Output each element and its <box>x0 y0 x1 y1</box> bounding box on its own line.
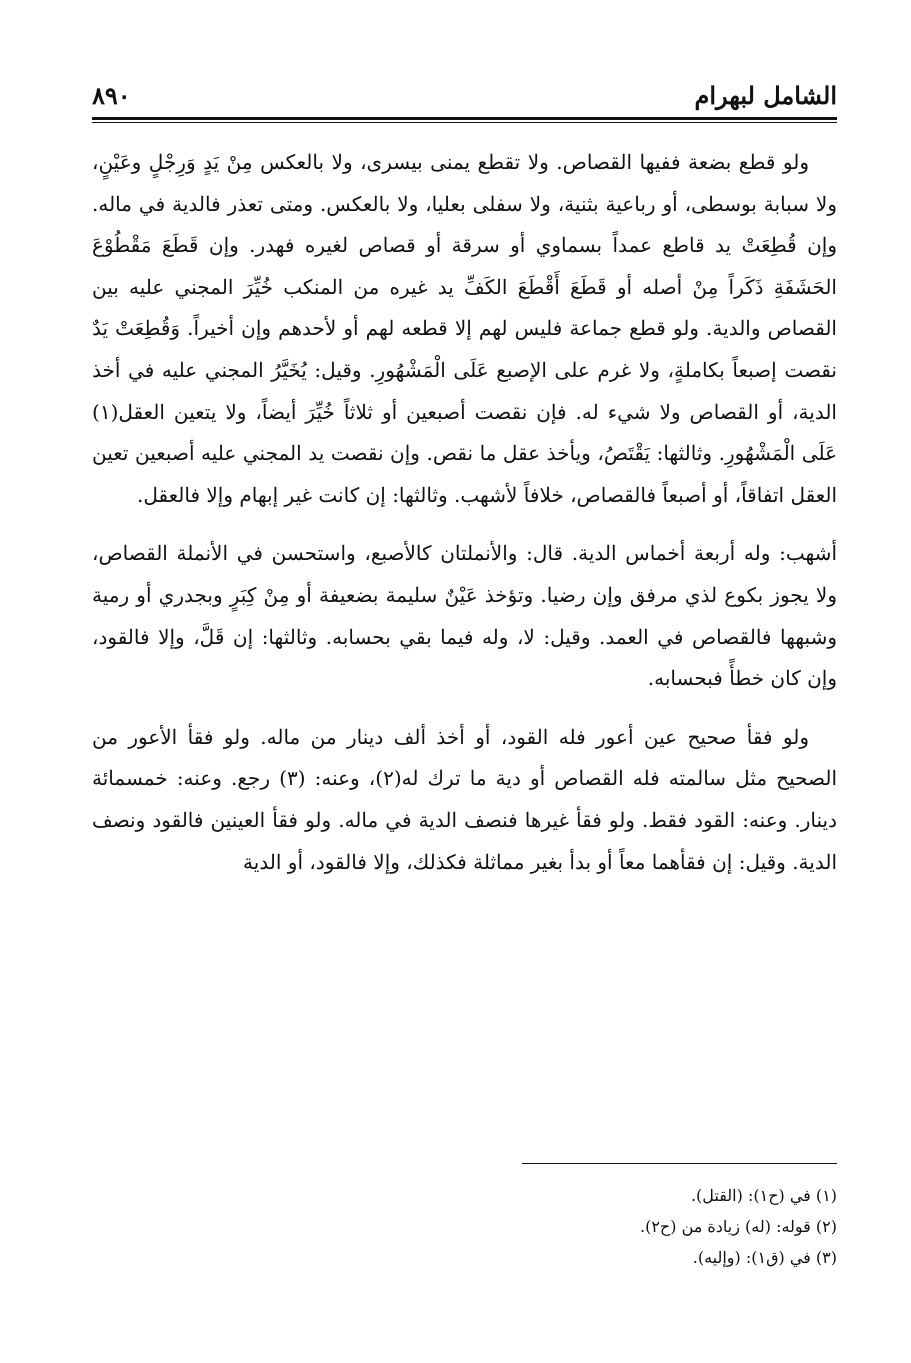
footnote-divider <box>522 1163 837 1164</box>
running-title: الشامل لبهرام <box>694 81 837 110</box>
paragraph: ولو قطع بضعة ففيها القصاص. ولا تقطع يمنى بيسرى، ولا بالعكس مِنْ يَدٍ وَرِجْلٍ وعَيْنٍ، ولا سبابة بوسطى، أو رباعية بثنية، ولا سفلى بعليا، ولا بالعكس. ومتى تعذر فالدية في ماله. وإن قُطِعَتْ يد قاطع عمداً بسماوي أو سرقة أو قصاص لغيره فهدر. وإن قَطَعَ مَقْطُوْعَ الحَشَفَةِ ذَكَراً مِنْ أصله أو قَطَعَ أَقْطَعَ الكَفِّ يد غيره من المنكب خُيِّرَ المجني عليه بين القصاص والدية. ولو قطع جماعة فليس لهم إلا قطعه لهم أو لأحدهم وإن أخيراً. وَقُطِعَتْ يَدٌ نقصت إصبعاً بكاملةٍ، ولا غرم على الإصبع عَلَى الْمَشْهُورِ. وقيل: يُخَيَّرُ المجني عليه في أخذ الدية، أو القصاص ولا شيء له. فإن نقصت أصبعين أو ثلاثاً خُيِّرَ أيضاً، ولا يتعين العقل(١) عَلَى الْمَشْهُورِ. وثالثها: يَقْتَصُ، ويأخذ عقل ما نقص. وإن نقصت يد المجني عليه أصبعين تعين العقل اتفاقاً، أو أصبعاً فالقصاص، خلافاً لأشهب. وثالثها: إن كانت غير إبهام وإلا فالعقل. <box>92 150 837 507</box>
paragraph: ولو فقأ صحيح عين أعور فله القود، أو أخذ ألف دينار من ماله. ولو فقأ الأعور من الصحيح مثل سالمته فله القصاص أو دية ما ترك له(٢)، وعنه: (٣) رجع. وعنه: خمسمائة دينار. وعنه: القود فقط. ولو فقأ غيرها فنصف الدية في ماله. ولو فقأ العينين فالقود ونصف الدية. وقيل: إن فقأهما معاً أو بدأ بغير مماثلة فكذلك، وإلا فالقود، أو الدية <box>92 724 838 874</box>
footnotes <box>92 1180 837 1273</box>
header-rule-thin <box>92 122 837 123</box>
page-header <box>92 78 837 118</box>
header-rule-thick <box>92 117 837 120</box>
footnote: (٣) في (ق١): (وإليه). <box>692 1248 837 1267</box>
paragraph: أشهب: وله أربعة أخماس الدية. قال: والأنملتان كالأصبع، واستحسن في الأنملة القصاص، ولا يجوز بكوع لذي مرفق وإن رضيا. وتؤخذ عَيْنٌ سليمة بضعيفة أو مِنْ كِبَرٍ وبجدري أو رمية وشبهها فالقصاص في العمد. وقيل: لا، وله فيما بقي بحسابه. وثالثها: إن قَلَّ، وإلا فالقود، وإن كان خطأً فبحسابه. <box>92 541 837 691</box>
page-number: ٨٩٠ <box>92 81 131 110</box>
main-text <box>92 142 837 900</box>
footnote: (١) في (ح١): (القتل). <box>690 1186 837 1205</box>
footnote: (٢) قوله: (له) زيادة من (ح٢). <box>639 1217 837 1236</box>
